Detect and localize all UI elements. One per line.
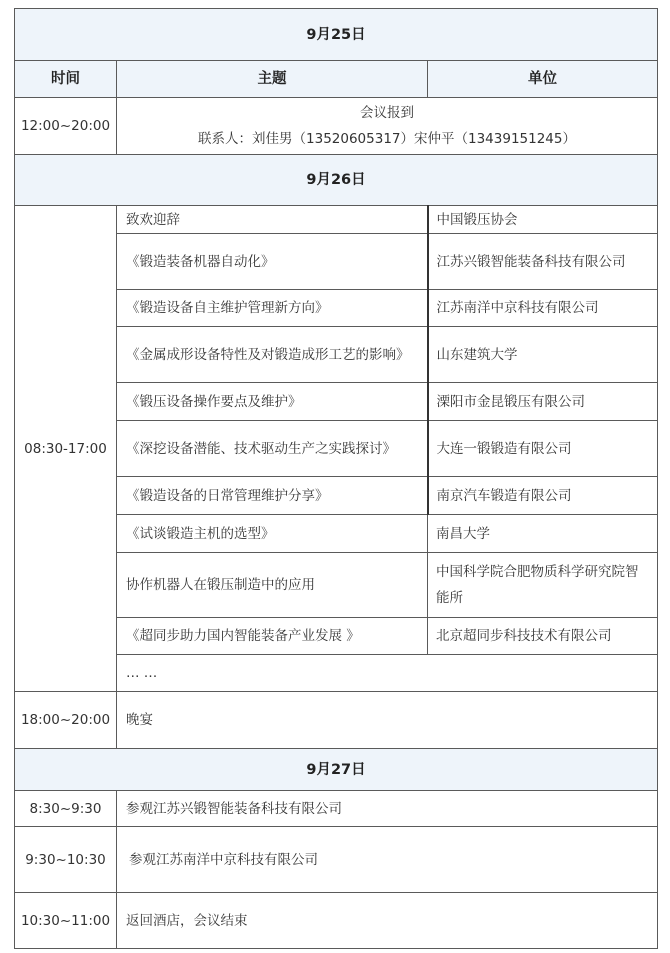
table-row [15, 827, 658, 893]
unit-cell: 南昌大学 [428, 515, 658, 553]
topic-cell: 协作机器人在锻压制造中的应用 [117, 553, 428, 618]
ellipsis-cell: … … [117, 655, 658, 692]
time-cell: 08:30-17:00 [15, 206, 117, 692]
unit-cell: 江苏南洋中京科技有限公司 [428, 290, 658, 327]
day-row [15, 155, 658, 206]
topic-cell: 《锻压设备操作要点及维护》 [117, 383, 428, 421]
time-cell: 12:00~20:00 [15, 98, 117, 155]
header-unit: 单位 [428, 61, 658, 98]
unit-cell: 江苏兴锻智能装备科技有限公司 [428, 234, 658, 290]
topic-cell: 《锻造设备自主维护管理新方向》 [117, 290, 428, 327]
topic-cell: 《试谈锻造主机的选型》 [117, 515, 428, 553]
time-cell: 8:30~9:30 [15, 791, 117, 827]
time-cell: 18:00~20:00 [15, 692, 117, 749]
day-title: 9月27日 [15, 749, 658, 791]
table-row [15, 206, 658, 234]
schedule-table [14, 8, 658, 949]
unit-cell: 大连一锻锻造有限公司 [428, 421, 658, 477]
unit-cell: 山东建筑大学 [428, 327, 658, 383]
time-cell: 10:30~11:00 [15, 893, 117, 949]
header-row [15, 61, 658, 98]
visit-cell: 参观江苏兴锻智能装备科技有限公司 [117, 791, 658, 827]
table-row [15, 98, 658, 155]
header-topic: 主题 [117, 61, 428, 98]
dinner-cell: 晚宴 [117, 692, 658, 749]
day-row [15, 9, 658, 61]
day-row [15, 749, 658, 791]
unit-cell: 中国科学院合肥物质科学研究院智能所 [428, 553, 658, 618]
unit-cell: 北京超同步科技技术有限公司 [428, 618, 658, 655]
topic-cell: 《锻造装备机器自动化》 [117, 234, 428, 290]
checkin-cell [117, 98, 658, 155]
table-row [15, 893, 658, 949]
checkin-contact: 联系人：刘佳男（13520605317）宋仲平（13439151245） [198, 131, 576, 147]
unit-cell: 溧阳市金昆锻压有限公司 [428, 383, 658, 421]
topic-cell: 《超同步助力国内智能装备产业发展 》 [117, 618, 428, 655]
topic-cell: 《深挖设备潜能、技术驱动生产之实践探讨》 [117, 421, 428, 477]
topic-cell: 《锻造设备的日常管理维护分享》 [117, 477, 428, 515]
time-cell: 9:30~10:30 [15, 827, 117, 893]
day-title: 9月26日 [15, 155, 658, 206]
topic-cell: 致欢迎辞 [117, 206, 428, 234]
unit-cell: 中国锻压协会 [428, 206, 658, 234]
table-row [15, 692, 658, 749]
unit-cell: 南京汽车锻造有限公司 [428, 477, 658, 515]
topic-cell: 《金属成形设备特性及对锻造成形工艺的影响》 [117, 327, 428, 383]
day-title: 9月25日 [15, 9, 658, 61]
visit-cell: 参观江苏南洋中京科技有限公司 [117, 827, 658, 893]
table-row [15, 791, 658, 827]
end-cell: 返回酒店，会议结束 [117, 893, 658, 949]
header-time: 时间 [15, 61, 117, 98]
checkin-title: 会议报到 [360, 105, 414, 121]
